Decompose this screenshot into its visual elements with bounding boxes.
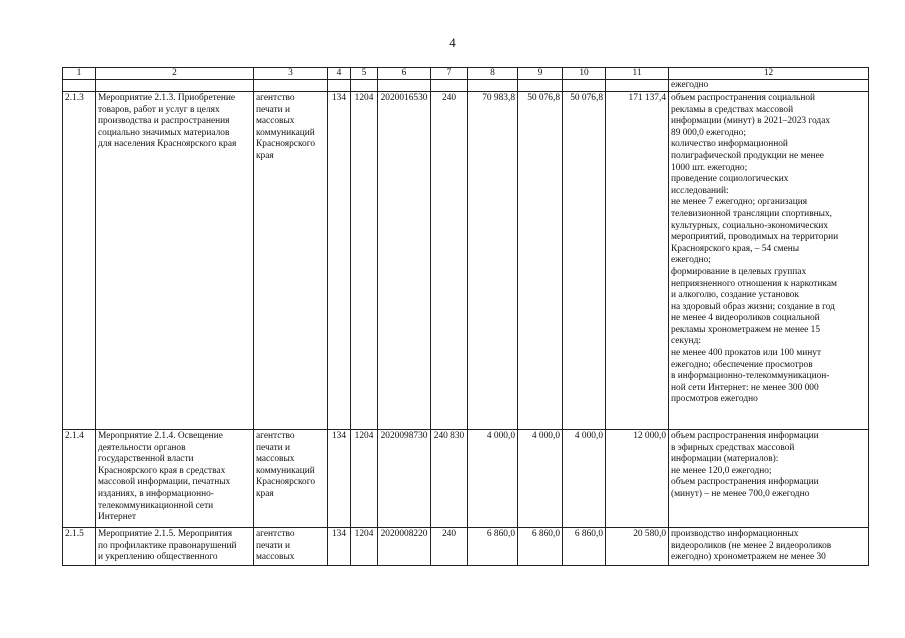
amount-year-3: 50 076,8 — [563, 92, 606, 430]
expense-type: 240 — [431, 92, 468, 430]
header-cell: 7 — [431, 68, 468, 80]
expense-type: 240 830 — [431, 430, 468, 528]
header-cell: 10 — [563, 68, 606, 80]
expected-result: производство информационных видеороликов (не менее 2 видеороликов ежегодно) хронометражем не менее 30 — [669, 528, 869, 566]
continuation-text: ежегодно — [669, 80, 869, 92]
row-number: 2.1.3 — [63, 92, 96, 430]
section-code: 1204 — [351, 528, 378, 566]
header-cell: 2 — [96, 68, 254, 80]
table-row — [63, 92, 869, 430]
activity-name: Мероприятие 2.1.5. Мероприятия по профилактике правонарушений и укреплению общественного — [96, 528, 254, 566]
activity-name: Мероприятие 2.1.4. Освещение деятельности органов государственной власти Красноярского края в средствах массовой информации, печатных изданиях, в информационно- телекоммуникационной сети Интернет — [96, 430, 254, 528]
executor: агентство печати и массовых коммуникаций Красноярского края — [254, 430, 328, 528]
header-cell: 8 — [468, 68, 518, 80]
row-number: 2.1.4 — [63, 430, 96, 528]
header-cell: 4 — [328, 68, 351, 80]
amount-total: 171 137,4 — [606, 92, 669, 430]
amount-year-2: 6 860,0 — [518, 528, 563, 566]
executor: агентство печати и массовых — [254, 528, 328, 566]
grbs-code: 134 — [328, 430, 351, 528]
section-code: 1204 — [351, 430, 378, 528]
grbs-code: 134 — [328, 528, 351, 566]
target-article: 2020016530 — [378, 92, 431, 430]
page-number: 4 — [449, 35, 456, 50]
header-cell: 9 — [518, 68, 563, 80]
amount-year-3: 6 860,0 — [563, 528, 606, 566]
amount-total: 20 580,0 — [606, 528, 669, 566]
header-cell: 11 — [606, 68, 669, 80]
amount-year-2: 50 076,8 — [518, 92, 563, 430]
table-header-row — [63, 68, 869, 80]
header-cell: 1 — [63, 68, 96, 80]
continuation-row — [63, 80, 869, 92]
program-table — [62, 67, 869, 566]
amount-year-2: 4 000,0 — [518, 430, 563, 528]
table-row — [63, 528, 869, 566]
expected-result: объем распространения информации в эфирных средствах массовой информации (материалов): не менее 120,0 ежегодно; объем распространения информации (минут) – не менее 700,0 ежегодно — [669, 430, 869, 528]
target-article: 2020098730 — [378, 430, 431, 528]
header-cell: 12 — [669, 68, 869, 80]
expense-type: 240 — [431, 528, 468, 566]
header-cell: 3 — [254, 68, 328, 80]
header-cell: 6 — [378, 68, 431, 80]
executor: агентство печати и массовых коммуникаций Красноярского края — [254, 92, 328, 430]
grbs-code: 134 — [328, 92, 351, 430]
header-cell: 5 — [351, 68, 378, 80]
target-article: 2020008220 — [378, 528, 431, 566]
amount-year-1: 4 000,0 — [468, 430, 518, 528]
amount-year-3: 4 000,0 — [563, 430, 606, 528]
amount-total: 12 000,0 — [606, 430, 669, 528]
section-code: 1204 — [351, 92, 378, 430]
expected-result: объем распространения социальной рекламы в средствах массовой информации (минут) в 2021–2023 годах 89 000,0 ежегодно; количество информационной полиграфической продукции не менее 1000 шт. ежегодно; проведение социологических исследований: не менее 7 ежегодно; организация телевизионной трансляции спортивных, культурных, социально-экономических мероприятий, проводимых на территории Красноярского края, – 54 смены ежегодно; формирование в целевых группах неприязненного отношения к наркотикам и алкоголю, создание установок на здоровый образ жизни; создание в год не менее 4 видеороликов социальной рекламы хронометражем не менее 15 секунд: не менее 400 прокатов или 100 минут ежегодно; обеспечение просмотров в информационно-телекоммуникацион- ной сети Интернет: не менее 300 000 просмотров ежегодно — [669, 92, 869, 430]
amount-year-1: 70 983,8 — [468, 92, 518, 430]
amount-year-1: 6 860,0 — [468, 528, 518, 566]
row-number: 2.1.5 — [63, 528, 96, 566]
activity-name: Мероприятие 2.1.3. Приобретение товаров, работ и услуг в целях производства и распространения социально значимых материалов для населения Красноярского края — [96, 92, 254, 430]
table-row — [63, 430, 869, 528]
